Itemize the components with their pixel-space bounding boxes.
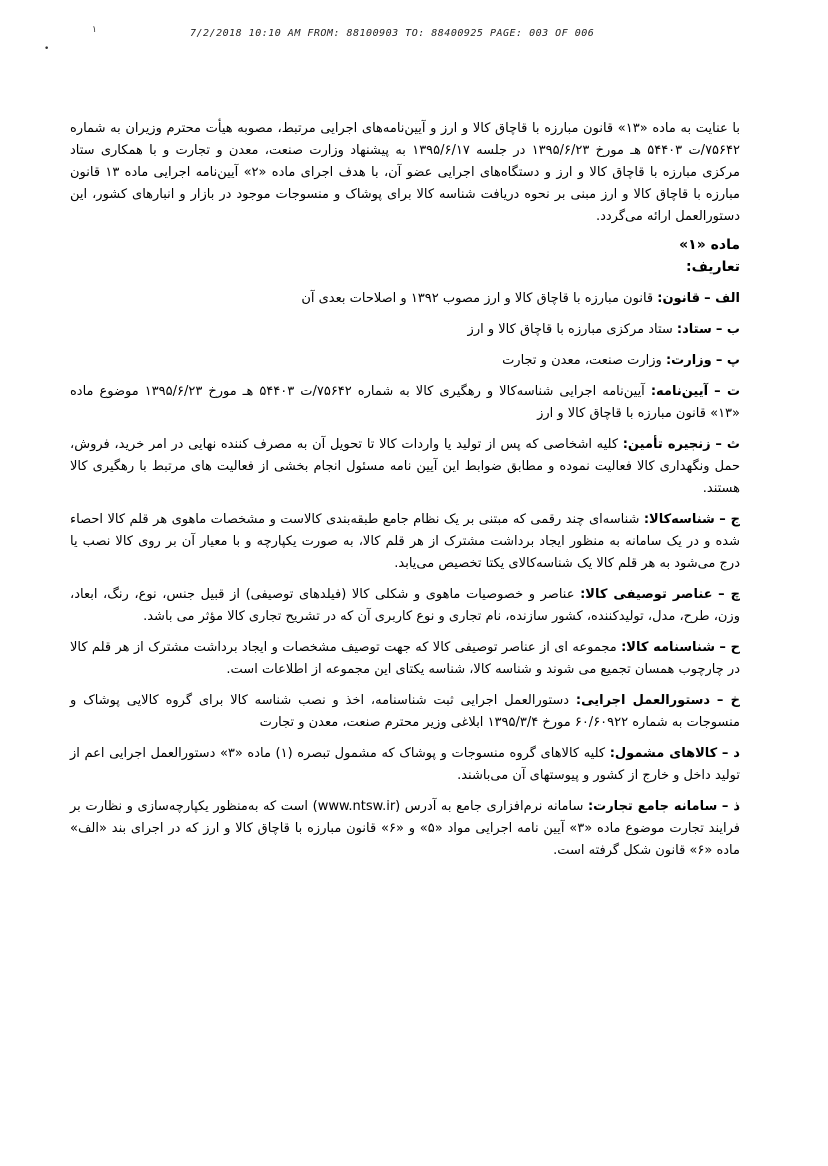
definitions-list bbox=[70, 288, 740, 862]
definition-letter: ب – bbox=[715, 322, 740, 337]
definition-letter: ج – bbox=[719, 512, 740, 527]
definition-item bbox=[70, 381, 740, 425]
definition-item bbox=[70, 319, 740, 341]
margin-mark: • bbox=[44, 44, 50, 54]
article-heading: ماده «۱» bbox=[679, 237, 740, 253]
definition-text: وزارت صنعت، معدن و تجارت bbox=[502, 353, 662, 368]
definition-text: شناسه‌ای چند رقمی که مبتنی بر یک نظام جامع طبقه‌بندی کالاست و مشخصات ماهوی هر قلم کالا احصاء شده و در یک سامانه به منظور ایجاد برداشت مشترک از هر قلم کالا، به صورت یکپارچه و با معیار آن بر روی کالا نصب یا درج می‌شود به هر قلم کالا یک شناسه‌کالای یکتا تخصیص می‌یابد. bbox=[70, 512, 740, 571]
definition-letter: ذ – bbox=[721, 799, 740, 814]
definition-term: ستاد: bbox=[676, 322, 712, 337]
definition-item bbox=[70, 690, 740, 734]
definition-text: دستورالعمل اجرایی ثبت شناسنامه، اخذ و نصب شناسه کالا برای گروه کالایی پوشاک و منسوجات به شماره ۶۰/۶۰۹۲۲ مورخ ۱۳۹۵/۳/۴ ابلاغی وزیر محترم صنعت، معدن و تجارت bbox=[70, 693, 740, 730]
definition-item bbox=[70, 584, 740, 628]
definition-term: قانون: bbox=[657, 291, 700, 306]
definition-term: عناصر توصیفی کالا: bbox=[580, 587, 713, 602]
definition-text: عناصر و خصوصیات ماهوی و شکلی کالا (فیلدهای توصیفی) از قبیل جنس، نوع، رنگ، ابعاد، وزن، طرح، مدل، تولیدکننده، کشور سازنده، نام تجاری و نوع کاربری آن که در تشریح تجاری کالا مؤثر می باشد. bbox=[70, 587, 740, 624]
intro-paragraph: با عنایت به ماده «۱۳» قانون مبارزه با قاچاق کالا و ارز و آیین‌نامه‌های اجرایی مرتبط، مصوبه هیأت محترم وزیران به شماره ۷۵۶۴۲/ت ۵۴۴۰۳ هـ مورخ ۱۳۹۵/۶/۲۳ در جلسه ۱۳۹۵/۶/۱۷ به پیشنهاد وزارت صنعت، معدن و تجارت و با همکاری ستاد مرکزی مبارزه با قاچاق کالا و ارز و دستگاه‌های اجرایی عضو آن، با هدف اجرای ماده «۲» آیین‌نامه اجرایی ماده ۱۳ قانون مبارزه با قاچاق کالا و ارز مبنی بر نحوه دریافت شناسه کالا برای پوشاک و منسوجات موجود در بازار و انبارهای کشور، این دستورالعمل ارائه می‌گردد. bbox=[70, 121, 740, 224]
definition-text: مجموعه ای از عناصر توصیفی کالا که جهت توصیف مشخصات و ایجاد برداشت مشترک از هر قلم کالا در چارچوب همسان تجمیع می شوند و شناسه کالا، شناسه یکتای این مجموعه از اطلاعات است. bbox=[70, 640, 740, 677]
definition-term: وزارت: bbox=[665, 353, 712, 368]
definition-item bbox=[70, 796, 740, 862]
definition-text: سامانه نرم‌افزاری جامع به آدرس (www.ntsw.ir) است که به‌منظور یکپارچه‌سازی و نظارت بر فرایند تجارت موضوع ماده «۳» آیین نامه اجرایی مواد «۵» و «۶» قانون مبارزه با قاچاق کالا و ارز که در اجرای بند «الف» ماده «۶» قانون شکل گرفته است. bbox=[70, 799, 740, 858]
definition-term: شناسه‌کالا: bbox=[643, 512, 715, 527]
definition-item bbox=[70, 434, 740, 500]
definition-term: دستورالعمل اجرایی: bbox=[575, 693, 711, 708]
definition-item bbox=[70, 509, 740, 575]
definition-text: ستاد مرکزی مبارزه با قاچاق کالا و ارز bbox=[467, 322, 673, 337]
definition-term: سامانه جامع تجارت: bbox=[587, 799, 718, 814]
definition-letter: ث – bbox=[715, 437, 740, 452]
definition-item bbox=[70, 288, 740, 310]
definition-letter: پ – bbox=[715, 353, 740, 368]
definition-term: شناسنامه کالا: bbox=[621, 640, 716, 655]
definition-text: کلیه کالاهای گروه منسوجات و پوشاک که مشمول تبصره (۱) ماده «۳» دستورالعمل اجرایی اعم از تولید داخل و خارج از کشور و پیوستهای آن می‌باشند. bbox=[70, 746, 740, 783]
definition-item bbox=[70, 743, 740, 787]
fax-header: 7/2/2018 10:10 AM FROM: 88100903 TO: 88400925 PAGE: 003 OF 006 bbox=[190, 28, 595, 39]
definition-letter: ح – bbox=[719, 640, 740, 655]
definition-letter: خ – bbox=[716, 693, 740, 708]
definition-letter: ت – bbox=[714, 384, 741, 399]
definition-letter: د – bbox=[721, 746, 740, 761]
margin-mark: ١ bbox=[92, 25, 97, 35]
definition-text: آیین‌نامه اجرایی شناسه‌کالا و رهگیری کالا به شماره ۷۵۶۴۲/ت ۵۴۴۰۳ هـ مورخ ۱۳۹۵/۶/۲۳ موضوع ماده «۱۳» قانون مبارزه با قاچاق کالا و ارز bbox=[70, 384, 740, 421]
definition-item bbox=[70, 350, 740, 372]
definition-term: کالاهای مشمول: bbox=[609, 746, 718, 761]
definition-letter: چ – bbox=[718, 587, 741, 602]
definition-term: زنجیره تأمین: bbox=[622, 437, 711, 452]
definitions-heading: تعاریف: bbox=[685, 259, 740, 275]
definition-term: آیین‌نامه: bbox=[650, 384, 709, 399]
definition-text: قانون مبارزه با قاچاق کالا و ارز مصوب ۱۳۹۲ و اصلاحات بعدی آن bbox=[301, 291, 654, 306]
document-body bbox=[70, 118, 740, 871]
definition-text: کلیه اشخاصی که پس از تولید یا واردات کالا تا تحویل آن به مصرف کننده نهایی در امر خرید، فروش، حمل ونگهداری کالا فعالیت نموده و مطابق ضوابط این آیین نامه مسئول انجام بخشی از فعالیت های مرتبط با رهگیری کالا هستند. bbox=[70, 437, 740, 496]
definition-letter: الف – bbox=[704, 291, 740, 306]
definition-item bbox=[70, 637, 740, 681]
